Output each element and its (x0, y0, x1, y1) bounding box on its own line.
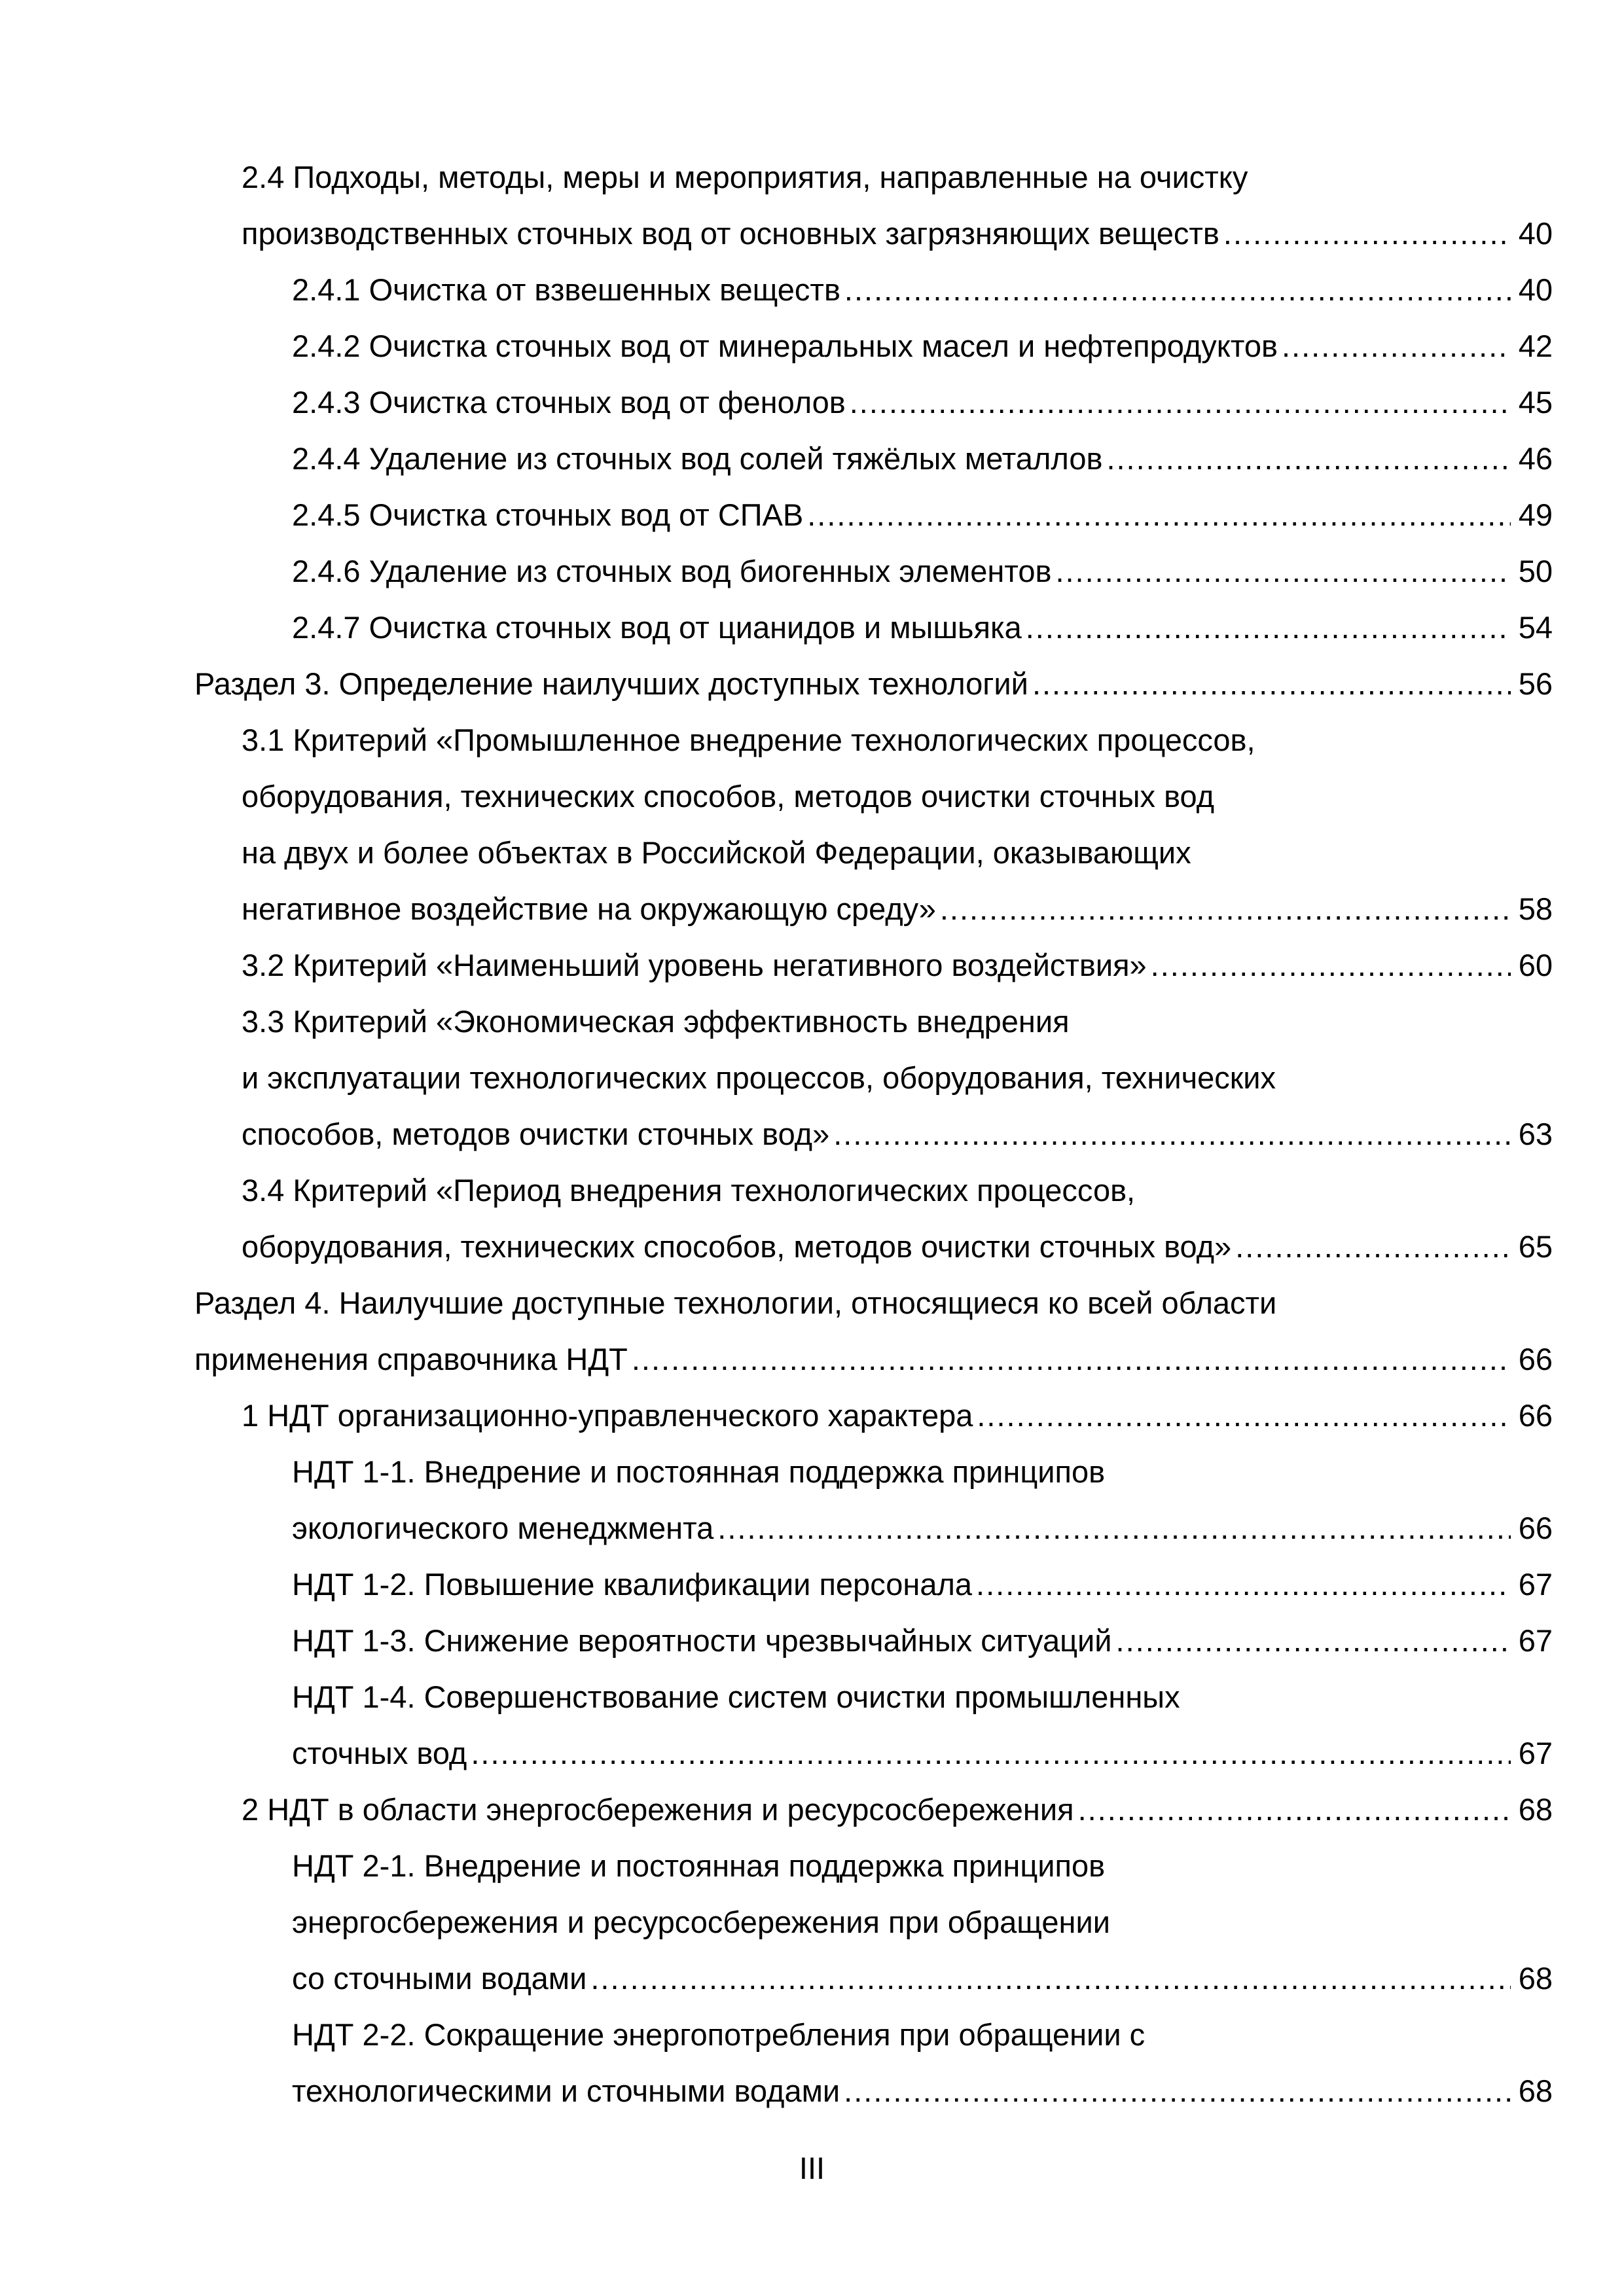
toc-entry-title: способов, методов очистки сточных вод» (242, 1117, 830, 1151)
toc-entry[interactable] (194, 1331, 1553, 1388)
toc-entry-page: 67 (1518, 1567, 1553, 1602)
toc-entry-page: 40 (1518, 216, 1553, 251)
toc-entry-title: 2.4.2 Очистка сточных вод от минеральных масел и нефтепродуктов (292, 329, 1278, 363)
toc-entry-title: применения справочника НДТ (194, 1342, 628, 1376)
toc-entry-page: 58 (1518, 891, 1553, 926)
toc-entry[interactable] (194, 712, 1553, 768)
toc-leader-dots (1116, 1613, 1511, 1669)
toc-entry-title: НДТ 1-2. Повышение квалификации персонала (292, 1567, 973, 1602)
toc-entry-page: 40 (1518, 272, 1553, 307)
toc-entry-page: 63 (1518, 1117, 1553, 1151)
toc-entry[interactable] (194, 1050, 1553, 1106)
toc-entry[interactable] (194, 1838, 1553, 1894)
toc-entry-page: 60 (1518, 948, 1553, 982)
toc-entry[interactable] (194, 937, 1553, 994)
toc-entry[interactable] (194, 543, 1553, 600)
toc-entry-title: 2 НДТ в области энергосбережения и ресурсосбережения (242, 1792, 1074, 1827)
toc-leader-dots (940, 881, 1511, 937)
toc-entry[interactable] (194, 487, 1553, 543)
toc-entry-title: НДТ 1-1. Внедрение и постоянная поддержка принципов (292, 1454, 1106, 1489)
toc-entry-title: 3.2 Критерий «Наименьший уровень негативного воздействия» (242, 948, 1147, 982)
toc-entry-page: 46 (1518, 441, 1553, 476)
toc-entry-title: производственных сточных вод от основных загрязняющих веществ (242, 216, 1219, 251)
toc-entry[interactable] (194, 1782, 1553, 1838)
toc-leader-dots (1151, 937, 1511, 994)
toc-entry[interactable] (194, 994, 1553, 1050)
toc-entry[interactable] (194, 656, 1553, 712)
toc-entry-title: сточных вод (292, 1736, 467, 1770)
toc-entry-title: оборудования, технических способов, методов очистки сточных вод (242, 779, 1215, 814)
toc-entry-page: 49 (1518, 497, 1553, 532)
toc-entry[interactable] (194, 1725, 1553, 1782)
toc-entry[interactable] (194, 1613, 1553, 1669)
toc-entry[interactable] (194, 2063, 1553, 2119)
toc-entry[interactable] (194, 1275, 1553, 1331)
toc-entry-title: 2.4.1 Очистка от взвешенных веществ (292, 272, 840, 307)
toc-entry[interactable] (194, 1388, 1553, 1444)
toc-leader-dots (717, 1500, 1511, 1556)
toc-entry-page: 66 (1518, 1342, 1553, 1376)
toc-leader-dots (1223, 206, 1511, 262)
toc-entry-title: Раздел 4. Наилучшие доступные технологии, относящиеся ко всей области (194, 1285, 1277, 1320)
toc-entry-title: со сточными водами (292, 1961, 587, 1996)
toc-entry[interactable] (194, 1162, 1553, 1219)
toc-entry-page: 65 (1518, 1229, 1553, 1264)
toc-entry-title: 2.4.6 Удаление из сточных вод биогенных элементов (292, 554, 1052, 588)
toc-leader-dots (590, 1950, 1511, 2007)
toc-entry[interactable] (194, 1219, 1553, 1275)
toc-entry-title: экологического менеджмента (292, 1511, 714, 1545)
toc-entry-page: 66 (1518, 1398, 1553, 1433)
toc-leader-dots (850, 374, 1511, 431)
toc-leader-dots (976, 1556, 1511, 1613)
toc-entry-title: и эксплуатации технологических процессов, оборудования, технических (242, 1060, 1276, 1095)
toc-entry-title: негативное воздействие на окружающую среду» (242, 891, 936, 926)
toc-leader-dots (1106, 431, 1511, 487)
toc-entry-title: 3.1 Критерий «Промышленное внедрение технологических процессов, (242, 723, 1255, 757)
toc-entry-title: энергосбережения и ресурсосбережения при обращении (292, 1905, 1110, 1939)
toc-entry[interactable] (194, 1950, 1553, 2007)
toc-entry-title: НДТ 2-2. Сокращение энергопотребления при обращении с (292, 2017, 1146, 2052)
toc-entry-title: НДТ 2-1. Внедрение и постоянная поддержка принципов (292, 1848, 1106, 1883)
toc-entry-title: 2.4.7 Очистка сточных вод от цианидов и мышьяка (292, 610, 1022, 645)
toc-leader-dots (833, 1106, 1511, 1162)
toc-leader-dots (844, 2063, 1511, 2119)
toc-entry-page: 67 (1518, 1736, 1553, 1770)
toc-entry-page: 68 (1518, 1792, 1553, 1827)
toc-leader-dots (1078, 1782, 1511, 1838)
toc-entry[interactable] (194, 262, 1553, 318)
toc-entry-page: 42 (1518, 329, 1553, 363)
toc-entry-title: 3.3 Критерий «Экономическая эффективность внедрения (242, 1004, 1070, 1039)
toc-entry[interactable] (194, 600, 1553, 656)
toc-entry-page: 45 (1518, 385, 1553, 420)
toc-leader-dots (977, 1388, 1511, 1444)
toc-leader-dots (807, 487, 1511, 543)
toc-entry[interactable] (194, 1894, 1553, 1950)
toc-entry[interactable] (194, 206, 1553, 262)
toc-leader-dots (1055, 543, 1511, 600)
toc-entry-title: Раздел 3. Определение наилучших доступных технологий (194, 666, 1028, 701)
toc-leader-dots (844, 262, 1511, 318)
toc-entry[interactable] (194, 1106, 1553, 1162)
toc-entry-title: оборудования, технических способов, методов очистки сточных вод» (242, 1229, 1232, 1264)
toc-entry-page: 54 (1518, 610, 1553, 645)
toc-entry[interactable] (194, 149, 1553, 206)
toc-leader-dots (632, 1331, 1511, 1388)
toc-entry[interactable] (194, 431, 1553, 487)
toc-entry[interactable] (194, 881, 1553, 937)
toc-entry-title: технологическими и сточными водами (292, 2073, 840, 2108)
toc-entry-title: на двух и более объектах в Российской Федерации, оказывающих (242, 835, 1191, 870)
toc-entry-title: НДТ 1-3. Снижение вероятности чрезвычайных ситуаций (292, 1623, 1112, 1658)
toc-entry[interactable] (194, 825, 1553, 881)
toc-entry-title: 3.4 Критерий «Период внедрения технологических процессов, (242, 1173, 1136, 1208)
toc-entry-title: 1 НДТ организационно-управленческого характера (242, 1398, 973, 1433)
toc-entry[interactable] (194, 1556, 1553, 1613)
toc-entry-page: 68 (1518, 2073, 1553, 2108)
toc-entry-title: НДТ 1-4. Совершенствование систем очистки промышленных (292, 1679, 1180, 1714)
toc-entry[interactable] (194, 1669, 1553, 1725)
toc-entry-page: 67 (1518, 1623, 1553, 1658)
toc-leader-dots (1235, 1219, 1511, 1275)
toc-entry-page: 50 (1518, 554, 1553, 588)
toc-entry[interactable] (194, 2007, 1553, 2063)
toc-leader-dots (1032, 656, 1511, 712)
toc-entry-title: 2.4.4 Удаление из сточных вод солей тяжёлых металлов (292, 441, 1103, 476)
table-of-contents (194, 149, 1553, 2119)
toc-leader-dots (471, 1725, 1511, 1782)
toc-entry-page: 68 (1518, 1961, 1553, 1996)
toc-entry-page: 56 (1518, 666, 1553, 701)
toc-entry[interactable] (194, 1500, 1553, 1556)
toc-entry[interactable] (194, 318, 1553, 374)
toc-entry-title: 2.4.3 Очистка сточных вод от фенолов (292, 385, 846, 420)
toc-leader-dots (1282, 318, 1511, 374)
toc-entry[interactable] (194, 1444, 1553, 1500)
page-number: III (799, 2151, 825, 2185)
toc-entry-title: 2.4 Подходы, методы, меры и мероприятия, направленные на очистку (242, 160, 1248, 194)
toc-entry[interactable] (194, 374, 1553, 431)
toc-entry[interactable] (194, 768, 1553, 825)
toc-entry-title: 2.4.5 Очистка сточных вод от СПАВ (292, 497, 804, 532)
toc-leader-dots (1026, 600, 1511, 656)
toc-entry-page: 66 (1518, 1511, 1553, 1545)
